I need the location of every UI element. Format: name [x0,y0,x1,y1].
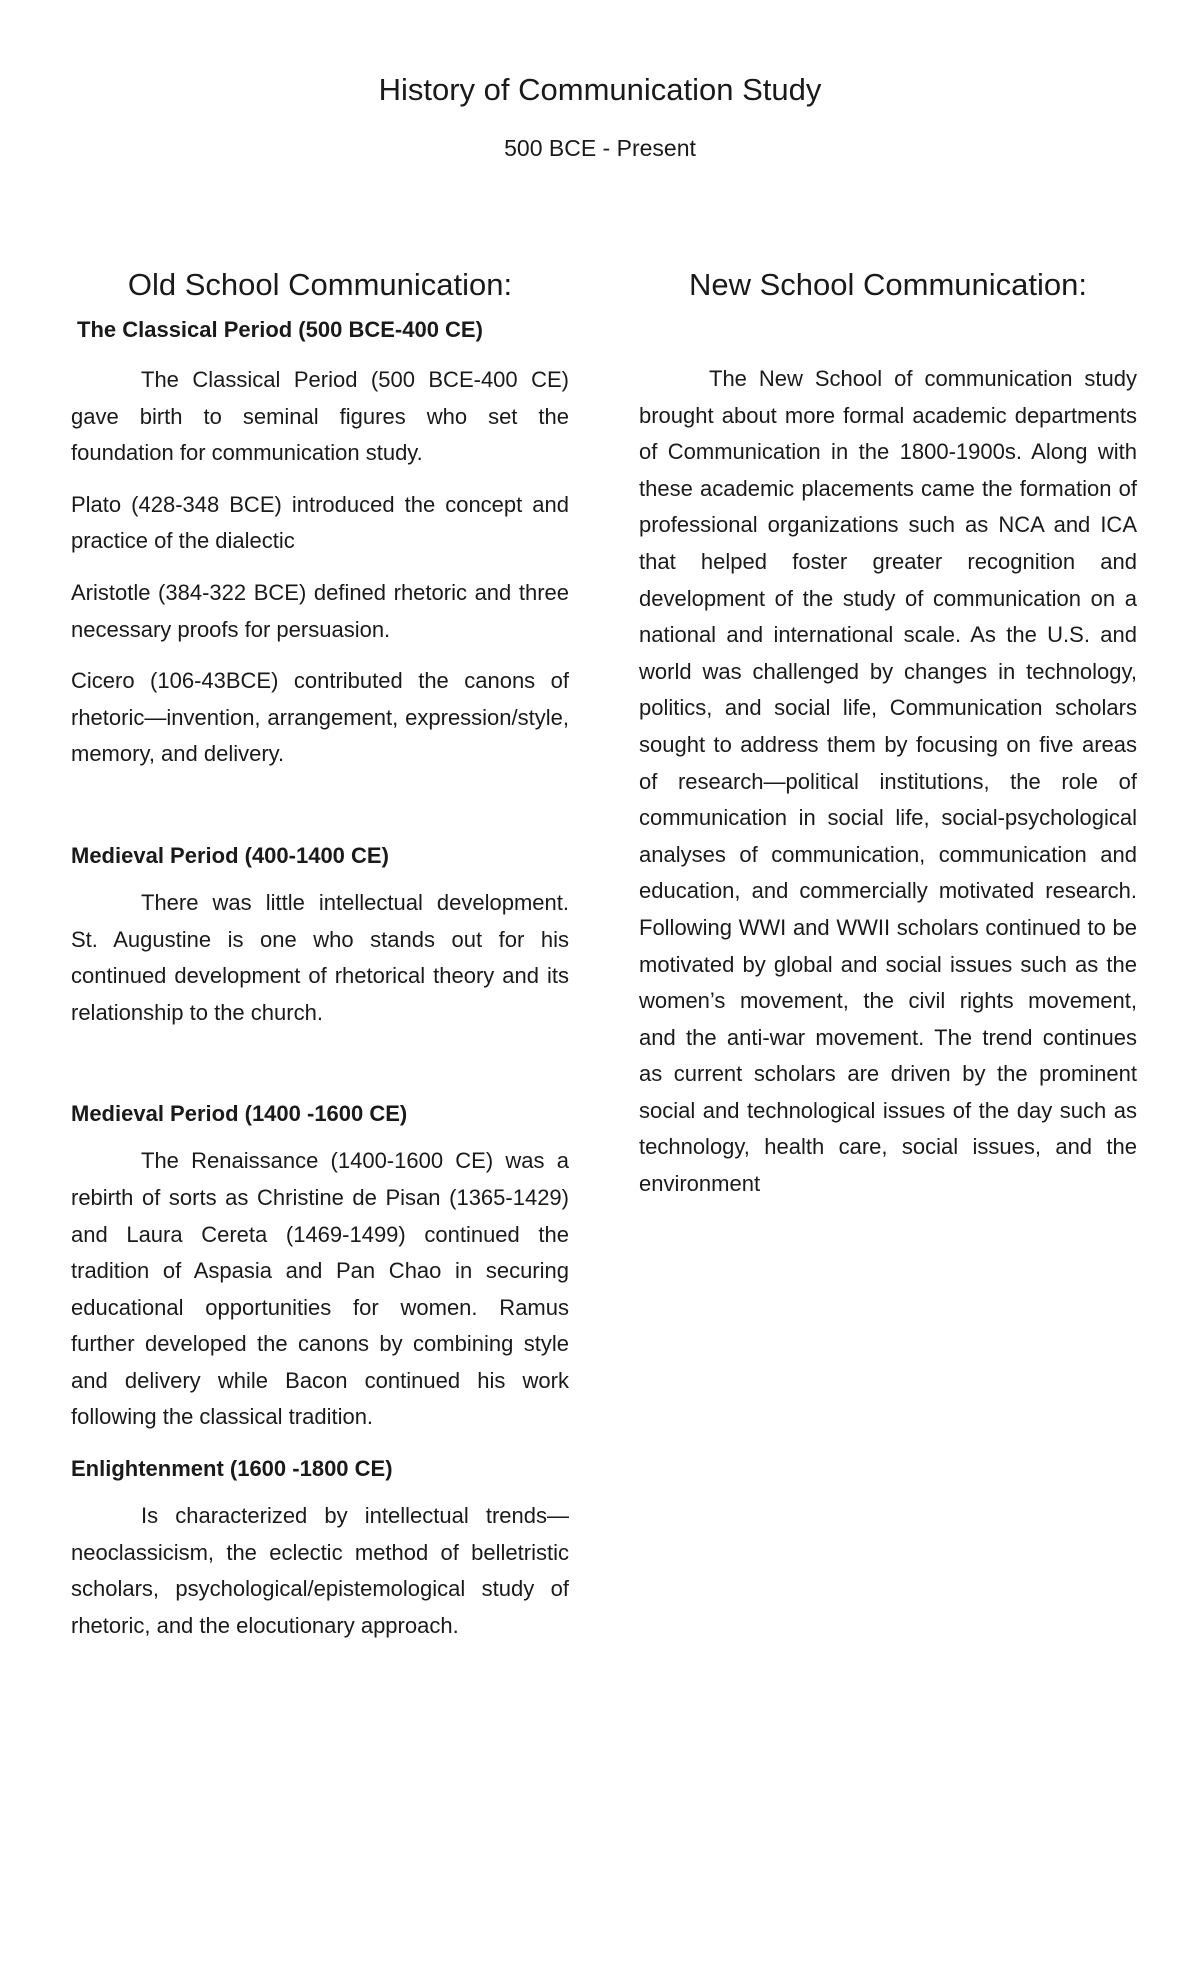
new-school-column [639,262,1137,1203]
medieval-period-heading: Medieval Period (400-1400 CE) [71,842,389,868]
classical-period-heading: The Classical Period (500 BCE-400 CE) [77,317,483,342]
classical-period-intro: The Classical Period (500 BCE-400 CE) gave birth to seminal figures who set the foundation for communication study. [71,367,569,466]
old-school-column [71,262,569,1644]
document-subtitle: 500 BCE - Present [504,135,696,161]
old-school-heading: Old School Communication: [127,267,513,302]
renaissance-period-heading: Medieval Period (1400 -1600 CE) [71,1101,408,1127]
enlightenment-heading: Enlightenment (1600 -1800 CE) [71,1456,393,1482]
new-school-paragraph: The New School of communication study brought about more formal academic departments of Communication in the 1800-1900s. Along with these academic placements came the formation of professional organizations such as NCA and ICA that helped foster greater recognition and development of the study of communication on a national and international scale. As the U.S. and world was challenged by changes in technology, politics, and social life, Communication scholars sought to address them by focusing on five areas of research—political institutions, the role of communication in social life, social-psychological analyses of communication, communication and education, and commercially motivated research. Following WWI and WWII scholars continued to be motivated by global and social issues such as the women’s movement, the civil rights movement, and the anti-war movement. The trend continues as current scholars are driven by the prominent social and technological issues of the day such as technology, health care, social issues, and the environment [639,366,1137,1197]
aristotle-paragraph: Aristotle (384-322 BCE) defined rhetoric and three necessary proofs for persuasion. [71,579,569,642]
renaissance-period-paragraph: The Renaissance (1400-1600 CE) was a rebirth of sorts as Christine de Pisan (1365-1429) and Laura Cereta (1469-1499) continued the tradition of Aspasia and Pan Chao in securing educational opportunities for women. Ramus further developed the canons by combining style and delivery while Bacon continued his work following the classical tradition. [71,1148,569,1430]
new-school-heading: New School Communication: [688,267,1087,302]
plato-paragraph: Plato (428-348 BCE) introduced the concept and practice of the dialectic [71,491,569,554]
medieval-period-paragraph: There was little intellectual development. St. Augustine is one who stands out for his continued development of rhetorical theory and its relationship to the church. [71,889,569,1025]
cicero-paragraph: Cicero (106-43BCE) contributed the canons of rhetoric—invention, arrangement, expression/style, memory, and delivery. [71,668,569,767]
enlightenment-paragraph: Is characterized by intellectual trends—neoclassicism, the eclectic method of belletristic scholars, psychological/epistemological study of rhetoric, and the elocutionary approach. [71,1503,569,1638]
document-title: History of Communication Study [378,72,822,107]
